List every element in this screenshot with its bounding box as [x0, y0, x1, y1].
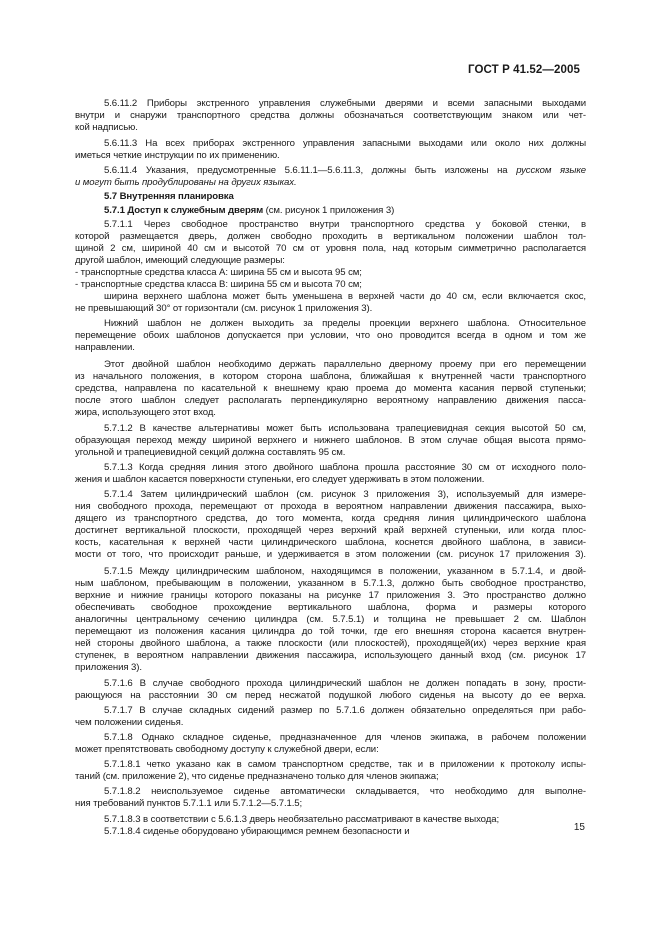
text-line: 5.7.1.7 В случае складных сидений размер по 5.7.1.6 должен обязательно определяться при рабо- — [104, 705, 586, 716]
text-line: ния свободного прохода, перемещают от прохода в вероятном направлении движения пассажира, выхо- — [75, 501, 586, 512]
text-line: 5.7.1.6 В случае свободного прохода цилиндрический шаблон не должен попадать в зону, прости- — [104, 678, 586, 689]
text-line: дящего из транспортного средства, до того момента, когда средняя линия цилиндрического шаблона — [75, 513, 586, 524]
text-line: 5.7.1.1 Через свободное пространство внутри транспортного средства у боковой стенки, в — [104, 219, 586, 230]
text-line: после этого шаблон следует располагать перпендикулярно вероятному направлению движения пасса- — [75, 395, 586, 406]
text-line: 5.6.11.4 Указания, предусмотренные 5.6.11.1—5.6.11.3, должны быть изложены на русском языке — [104, 165, 586, 176]
text-line: угольной и трапециевидной секций должна составлять 95 см. — [75, 447, 346, 458]
text-line: приложения 3). — [75, 662, 142, 673]
text-line: средства, направлена по касательной к внешнему краю проема до момента касания первой ступеньки; — [75, 383, 586, 394]
text-line: жения и шаблон касается поверхности ступеньки, его следует удерживать в этом положении. — [75, 474, 485, 485]
text-line: образующая переход между шириной верхнего и нижнего шаблонов. В этом случае общая высота прямо- — [75, 435, 586, 446]
italic-text: русском языке — [516, 165, 586, 176]
text-line: направлении. — [75, 342, 135, 353]
text-line: - транспортные средства класса А: ширина 55 см и высота 95 см; — [75, 267, 362, 278]
text-line: и могут быть продублированы на других языках. — [75, 177, 297, 188]
text-line: ным шаблоном, пребывающим в положении, указанном в 5.7.1.3, должно быть свободное пространство, — [75, 578, 586, 589]
text-line: иметься четкие инструкции по их применению. — [75, 150, 280, 161]
text-line: 5.7.1.3 Когда средняя линия этого двойного шаблона прошла расстояние 30 см от исходного поло- — [104, 462, 586, 473]
text-line: 5.7.1.4 Затем цилиндрический шаблон (см. рисунок 3 приложения 3), используемый для измере- — [104, 489, 586, 500]
text-line: 5.7.1.8.1 четко указано как в самом транспортном средстве, так и в приложении к протоколу испы- — [104, 759, 586, 770]
text-line: ступенек, в вероятном направлении движения пассажира, использующего данный вход (см. рисунок 17 — [75, 650, 586, 661]
text-line: достигнет вертикальной плоскости, проходящей через верхний край верхней ступеньки, или когда плос- — [75, 525, 586, 536]
text-line: ширина верхнего шаблона может быть уменьшена в верхней части до 40 см, если включается скос, — [104, 291, 586, 302]
text-line: 5.7.1.2 В качестве альтернативы может быть использована трапециевидная секция высотой 50 см, — [104, 423, 586, 434]
text-line: ния требований пунктов 5.7.1.1 или 5.7.1.2—5.7.1.5; — [75, 798, 303, 809]
text-line: 5.7.1.8.3 в соответствии с 5.6.1.3 дверь необязательно рассматривают в качестве выхода; — [104, 814, 500, 825]
document-header: ГОСТ Р 41.52—2005 — [468, 64, 580, 76]
text-line: чем положении сиденья. — [75, 717, 184, 728]
text-line: внутри и снаружи транспортного средства должны обозначаться соответствующим знаком или чет- — [75, 110, 586, 121]
text-line: таний (см. приложение 2), что сиденье предназначено только для членов экипажа; — [75, 771, 439, 782]
text-line: аналогичны центральному сечению цилиндра (см. 5.7.5.1) и толщина не превышает 2 см. Шаблон — [75, 614, 586, 625]
text-line: 5.7 Внутренняя планировка — [104, 191, 234, 202]
text-line: 5.7.1.5 Между цилиндрическим шаблоном, находящимся в положении, указанном в 5.7.1.4, и двой- — [104, 566, 586, 577]
text-line: Этот двойной шаблон необходимо держать параллельно дверному проему при его перемещении — [104, 359, 586, 370]
text-line: другой шаблон, имеющий следующие размеры: — [75, 255, 285, 266]
page-number: 15 — [573, 822, 585, 833]
text-line: перемещают из положения касания цилиндра до той точки, где его внешняя сторона касается внутрен- — [75, 626, 586, 637]
text-line: - транспортные средства класса В: ширина 55 см и высота 70 см; — [75, 279, 362, 290]
text-line: мости от того, что происходит раньше, и удерживается в этом положении (см. рисунок 17 приложения 3). — [75, 549, 586, 560]
bold-heading: 5.7.1 Доступ к служебным дверям — [104, 205, 264, 216]
text-line: верхние и нижние границы которого показаны на рисунке 17 приложения 3. Это пространство должно — [75, 590, 586, 601]
text-line: рающуюся на расстоянии 30 см перед несжатой подушкой любого сиденья на высоту до ее верха. — [75, 690, 586, 701]
text-line: 5.7.1.8.4 сиденье оборудовано убирающимся ремнем безопасности и — [104, 826, 410, 837]
text-line: кой надписью. — [75, 122, 138, 133]
text-line: обеспечивать свободное прохождение вертикального шаблона, форма и размеры которого — [75, 602, 586, 613]
text-line: может препятствовать свободному доступу к служебной двери, если: — [75, 744, 379, 755]
text-line: ней стороны двойного шаблона, а также плоскости (или плоскостей), проходящей(их) через верхние края — [75, 638, 586, 649]
text-line: из начального положения, в котором сторона шаблона, ближайшая к внутренней части транспортного — [75, 371, 586, 382]
text-line: 5.6.11.2 Приборы экстренного управления служебными дверями и всеми запасными выходами — [104, 98, 586, 109]
text-line: жира, использующего этот вход. — [75, 407, 216, 418]
text-line: 5.6.11.3 На всех приборах экстренного управления запасными выходами или около них должны — [104, 138, 586, 149]
text-line: 5.7.1.8.2 неиспользуемое сиденье автоматически складывается, что необходимо для выполне- — [104, 786, 586, 797]
text-line: кость, касательная к верхней части цилиндрического шаблона, коснется двойного шаблона, в зависи- — [75, 537, 586, 548]
text-line: Нижний шаблон не должен выходить за пределы проекции верхнего шаблона. Относительное — [104, 318, 586, 329]
text-line: не превышающий 30° от горизонтали (см. рисунок 1 приложения 3). — [75, 303, 373, 314]
text-line: 5.7.1.8 Однако складное сиденье, предназначенное для членов экипажа, в рабочем положении — [104, 732, 586, 743]
text-line: которой размещается дверь, должен свободно проходить в вертикальном положении шаблон тол- — [75, 231, 586, 242]
text-line: 5.7.1 Доступ к служебным дверям (см. рисунок 1 приложения 3) — [104, 205, 395, 216]
text-line: перемещение обоих шаблонов допускается при условии, что оно проводится всегда в одном и том же — [75, 330, 586, 341]
text-line: щиной 2 см, шириной 40 см и высотой 70 см от уровня пола, над которым симметрично располагается — [75, 243, 586, 254]
